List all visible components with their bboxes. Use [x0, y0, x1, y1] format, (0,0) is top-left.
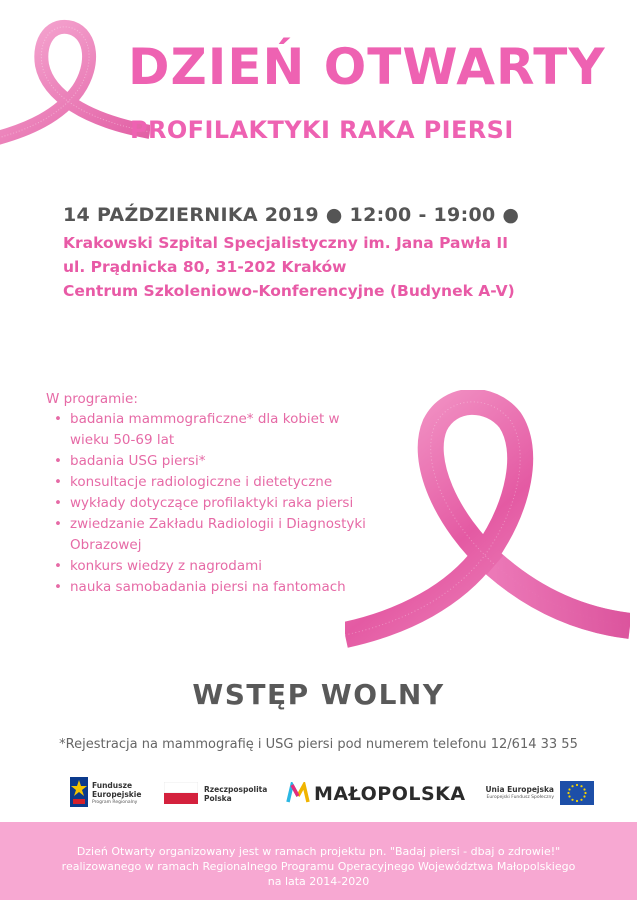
footer-line-1: Dzień Otwarty organizowany jest w ramach projektu pn. "Badaj piersi - dbaj o zdrowie!" [76, 845, 561, 858]
event-building: Centrum Szkoleniowo-Konferencyjne (Budynek A-V) [63, 282, 515, 300]
program-item [54, 409, 376, 451]
sponsor-logos [0, 772, 637, 814]
rp-title-2: Polska [204, 794, 232, 803]
unia-europejska-logo [474, 772, 594, 814]
malopolska-name: MAŁOPOLSKA [314, 783, 466, 805]
event-info [63, 203, 623, 303]
malopolska-logo [286, 772, 466, 814]
program-item [54, 514, 376, 556]
bullet-icon: • [54, 516, 62, 532]
subtitle: PROFILAKTYKI RAKA PIERSI [130, 116, 514, 144]
program-heading: W programie: [46, 391, 138, 407]
program-item-text: nauka samobadania piersi na fantomach [70, 579, 346, 595]
footer-line-3: na lata 2014-2020 [267, 875, 370, 888]
bullet-icon: • [54, 495, 62, 511]
polish-flag-icon [164, 782, 198, 804]
program-item [54, 577, 376, 598]
program-section [46, 389, 376, 598]
program-list [46, 409, 376, 598]
malopolska-m-icon [286, 782, 310, 804]
fe-star-icon [70, 777, 88, 807]
free-entry-heading: WSTĘP WOLNY [192, 678, 445, 711]
program-item-text: badania mammograficzne* dla kobiet w wieku 50-69 lat [70, 411, 340, 448]
bullet-icon: • [54, 579, 62, 595]
bullet-icon: • [54, 411, 62, 427]
rp-title-1: Rzeczpospolita [204, 785, 268, 794]
bullet-icon: • [54, 453, 62, 469]
main-title: DZIEŃ OTWARTY [128, 38, 606, 96]
footer-banner [0, 822, 637, 900]
ue-title: Unia Europejska [485, 785, 554, 794]
eu-flag-icon [560, 781, 594, 805]
fe-title-1: Fundusze [92, 781, 133, 790]
fundusze-europejskie-logo [70, 772, 160, 814]
fe-title-2: Europejskie [92, 790, 142, 799]
rzeczpospolita-polska-logo [164, 772, 274, 814]
program-item [54, 493, 376, 514]
program-item-text: konkurs wiedzy z nagrodami [70, 558, 263, 574]
program-item [54, 556, 376, 577]
program-item-text: zwiedzanie Zakładu Radiologii i Diagnostyki Obrazowej [70, 516, 366, 553]
program-item [54, 472, 376, 493]
ue-subtitle: Europejski Fundusz Społeczny [486, 795, 554, 800]
bullet-icon: • [54, 474, 62, 490]
registration-note: *Rejestracja na mammografię i USG piersi pod numerem telefonu 12/614 33 55 [59, 737, 578, 752]
event-street-address: ul. Prądnicka 80, 31-202 Kraków [63, 258, 347, 276]
event-venue: Krakowski Szpital Specjalistyczny im. Jana Pawła II [63, 234, 508, 252]
program-item-text: konsultacje radiologiczne i dietetyczne [70, 474, 333, 490]
program-item-text: badania USG piersi* [70, 453, 206, 469]
pink-ribbon-icon-large [345, 390, 630, 655]
footer-line-2: realizowanego w ramach Regionalnego Programu Operacyjnego Województwa Małopolskiego [61, 860, 576, 873]
event-date-time: 14 PAŹDZIERNIKA 2019 ● 12:00 - 19:00 ● [63, 204, 520, 226]
program-item [54, 451, 376, 472]
footer-text [0, 844, 637, 889]
fe-subtitle: Program Regionalny [92, 800, 138, 805]
bullet-icon: • [54, 558, 62, 574]
program-item-text: wykłady dotyczące profilaktyki raka piersi [70, 495, 354, 511]
